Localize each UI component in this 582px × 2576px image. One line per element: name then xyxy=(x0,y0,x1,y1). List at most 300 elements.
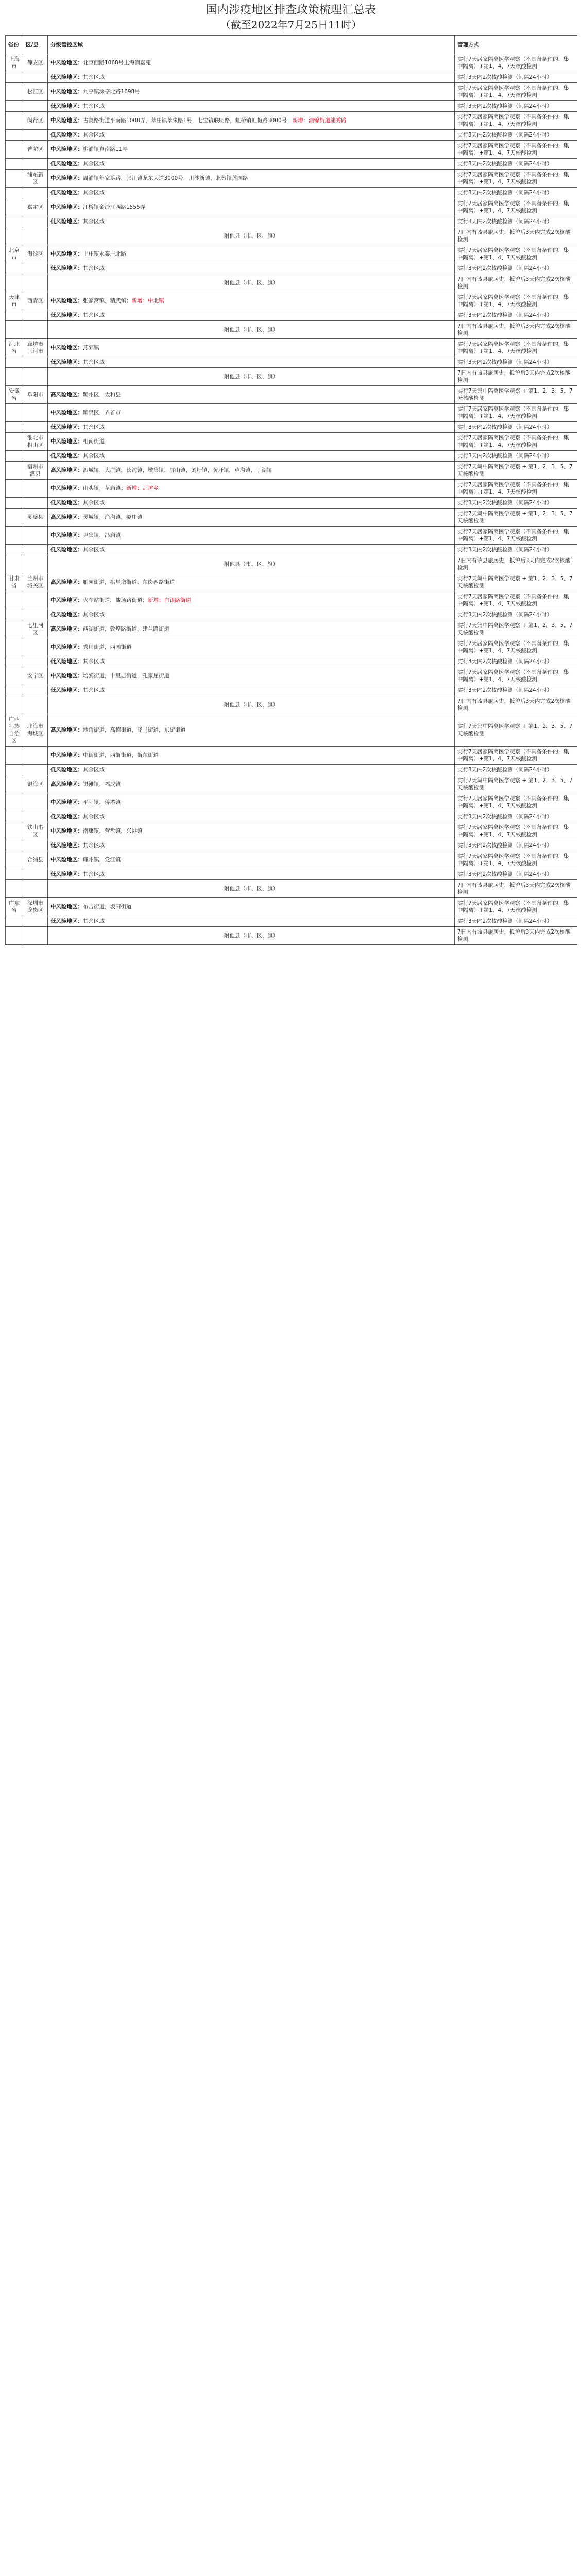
district-cell xyxy=(23,775,48,793)
table-row xyxy=(6,245,577,263)
district-name: 七里河区 xyxy=(27,622,44,636)
mgmt-cell: 实行7天集中隔离医学观察 + 第1、2、3、5、7天核酸检测 xyxy=(455,573,577,591)
risk-level-label: 中风险地区： xyxy=(50,60,83,66)
table-row xyxy=(6,840,577,851)
province-cell xyxy=(6,811,23,822)
province-cell xyxy=(6,159,23,170)
other-county-note: 附他县（市、区、旗） xyxy=(48,274,455,292)
area-text: 其余区域 xyxy=(83,74,105,80)
area-text: 其余区域 xyxy=(83,190,105,196)
page-title: 国内涉疫地区排查政策梳理汇总表 xyxy=(206,4,376,16)
mgmt-cell: 实行3天内2次核酸检测（间隔24小时） xyxy=(455,357,577,368)
other-county-note: 附他县（市、区、旗） xyxy=(48,927,455,945)
area-text: 其余区域 xyxy=(83,658,105,665)
table-row xyxy=(6,591,577,609)
table-row xyxy=(6,451,577,462)
district-cell xyxy=(23,765,48,775)
area-text: 山头镇，草庙镇 xyxy=(83,485,121,492)
title-block xyxy=(0,0,582,35)
province-cell xyxy=(6,83,23,101)
district-cell xyxy=(23,368,48,386)
table-row xyxy=(6,480,577,498)
district-cell xyxy=(23,498,48,509)
area-text: 布吉街道，坂田街道 xyxy=(83,904,132,910)
mgmt-cell: 7日内有该县旅居史，抵沪后3天内完成2次核酸检测 xyxy=(455,696,577,714)
mgmt-cell: 实行3天内2次核酸检测（间隔24小时） xyxy=(455,263,577,274)
district-cell xyxy=(23,685,48,696)
mgmt-cell: 实行3天内2次核酸检测（间隔24小时） xyxy=(455,72,577,83)
risk-level-label: 低风险地区： xyxy=(50,918,83,924)
table-row xyxy=(6,321,577,339)
risk-level-label: 中风险地区： xyxy=(50,410,83,416)
mgmt-cell: 实行3天内2次核酸检测（间隔24小时） xyxy=(455,609,577,620)
district-cell xyxy=(23,480,48,498)
area-cell xyxy=(48,386,455,404)
province-cell xyxy=(6,869,23,880)
district-cell xyxy=(23,130,48,141)
district-cell xyxy=(23,638,48,656)
mgmt-cell: 实行7天居家隔离医学观察（不具备条件的，集中隔离）+第1、4、7天核酸检测 xyxy=(455,339,577,357)
mgmt-cell: 实行7天集中隔离医学观察 + 第1、2、3、5、7天核酸检测 xyxy=(455,509,577,527)
area-text: 地角街道，高德街道，驿马街道，东街街道 xyxy=(83,727,186,733)
area-text: 其余区域 xyxy=(83,132,105,138)
district-cell xyxy=(23,714,48,747)
province-cell xyxy=(6,480,23,498)
table-row xyxy=(6,339,577,357)
risk-level-label: 中风险地区： xyxy=(50,597,83,603)
table-row xyxy=(6,498,577,509)
area-text: 其余区域 xyxy=(83,218,105,225)
mgmt-cell: 实行3天内2次核酸检测（间隔24小时） xyxy=(455,451,577,462)
table-row xyxy=(6,916,577,927)
area-cell xyxy=(48,775,455,793)
district-cell xyxy=(23,339,48,357)
area-text: 其余区域 xyxy=(83,871,105,877)
area-cell xyxy=(48,685,455,696)
area-text: 周浦镇年家浜路，张江镇龙东大道3000号，川沙新镇，北蔡镇莲园路 xyxy=(83,175,248,181)
district-name: 灵璧县 xyxy=(27,514,44,520)
mgmt-cell: 7日内有该县旅居史，抵沪后3天内完成2次核酸检测 xyxy=(455,555,577,573)
area-cell xyxy=(48,310,455,321)
risk-level-label: 低风险地区： xyxy=(50,161,83,167)
district-cell xyxy=(23,667,48,685)
district-name: 海淀区 xyxy=(27,251,44,257)
district-name: 嘉定区 xyxy=(27,204,44,210)
mgmt-cell: 实行7天居家隔离医学观察（不具备条件的，集中隔离）+第1、4、7天核酸检测 xyxy=(455,747,577,765)
table-row xyxy=(6,368,577,386)
district-name: 银海区 xyxy=(27,781,44,787)
other-county-note: 附他县（市、区、旗） xyxy=(48,227,455,245)
area-cell xyxy=(48,72,455,83)
province-cell xyxy=(6,274,23,292)
area-text: 其余区域 xyxy=(83,161,105,167)
risk-level-label: 中风险地区： xyxy=(50,904,83,910)
area-cell xyxy=(48,545,455,555)
mgmt-cell: 实行7天居家隔离医学观察（不具备条件的，集中隔离）+第1、4、7天核酸检测 xyxy=(455,591,577,609)
mgmt-cell: 实行7天居家隔离医学观察（不具备条件的，集中隔离）+第1、4、7天核酸检测 xyxy=(455,170,577,188)
risk-level-label: 低风险地区： xyxy=(50,547,83,553)
area-cell xyxy=(48,54,455,72)
district-cell xyxy=(23,869,48,880)
area-cell xyxy=(48,433,455,451)
area-cell: 中风险地区：古美路街道平南路1008弄，莘庄镇莘朱路1号，七宝镇联明路，虹桥镇虹梅路3000号；新增：浦锦街道浦秀路 xyxy=(48,112,455,130)
risk-level-label: 中风险地区： xyxy=(50,799,83,805)
province-cell xyxy=(6,321,23,339)
province-cell xyxy=(6,775,23,793)
col-header-area: 分级管控区域 xyxy=(48,36,455,54)
table-row xyxy=(6,198,577,216)
area-text: 其余区域 xyxy=(83,767,105,773)
risk-level-label: 低风险地区： xyxy=(50,453,83,459)
risk-level-label: 高风险地区： xyxy=(50,579,83,585)
mgmt-cell: 实行3天内2次核酸检测（间隔24小时） xyxy=(455,656,577,667)
risk-level-label: 中风险地区： xyxy=(50,204,83,210)
mgmt-cell: 实行7天居家隔离医学观察（不具备条件的，集中隔离）+第1、4、7天核酸检测 xyxy=(455,245,577,263)
area-cell xyxy=(48,498,455,509)
area-cell xyxy=(48,509,455,527)
risk-level-label: 高风险地区： xyxy=(50,467,83,473)
risk-level-label: 中风险地区： xyxy=(50,298,83,304)
table-row xyxy=(6,54,577,72)
district-name: 静安区 xyxy=(27,60,44,66)
province-cell xyxy=(6,141,23,159)
table-row xyxy=(6,555,577,573)
risk-level-label: 高风险地区： xyxy=(50,781,83,787)
risk-level-label: 中风险地区： xyxy=(50,673,83,679)
mgmt-cell: 7日内有该县旅居史，抵沪后3天内完成2次核酸检测 xyxy=(455,880,577,898)
district-name: 浦东新区 xyxy=(27,172,44,185)
risk-level-label: 高风险地区： xyxy=(50,514,83,520)
province-cell xyxy=(6,227,23,245)
province-cell: 安徽省 xyxy=(6,386,23,404)
district-cell xyxy=(23,386,48,404)
table-row xyxy=(6,101,577,112)
province-cell xyxy=(6,130,23,141)
province-cell xyxy=(6,685,23,696)
area-cell xyxy=(48,714,455,747)
risk-level-label: 中风险地区： xyxy=(50,89,83,95)
table-row xyxy=(6,822,577,840)
table-row xyxy=(6,130,577,141)
risk-level-label: 中风险地区： xyxy=(50,345,83,351)
province-cell xyxy=(6,498,23,509)
risk-level-label: 中风险地区： xyxy=(50,146,83,152)
table-header-row xyxy=(6,36,577,54)
risk-level-label: 低风险地区： xyxy=(50,500,83,506)
mgmt-cell: 实行3天内2次核酸检测（间隔24小时） xyxy=(455,101,577,112)
district-name: 三河市 xyxy=(27,348,44,354)
table-row xyxy=(6,869,577,880)
province-cell xyxy=(6,433,23,451)
province-cell xyxy=(6,170,23,188)
mgmt-cell: 实行3天内2次核酸检测（间隔24小时） xyxy=(455,765,577,775)
mgmt-cell: 实行3天内2次核酸检测（间隔24小时） xyxy=(455,422,577,433)
district-cell xyxy=(23,927,48,945)
mgmt-cell: 7日内有该县旅居史，抵沪后3天内完成2次核酸检测 xyxy=(455,368,577,386)
province-cell xyxy=(6,696,23,714)
table-row xyxy=(6,638,577,656)
area-text: 南康镇，营盘镇，兴港镇 xyxy=(83,828,143,834)
table-row xyxy=(6,696,577,714)
province-cell xyxy=(6,545,23,555)
mgmt-cell: 实行3天内2次核酸检测（间隔24小时） xyxy=(455,685,577,696)
area-cell xyxy=(48,822,455,840)
area-cell xyxy=(48,793,455,811)
district-name: 闵行区 xyxy=(27,117,44,124)
province-cell xyxy=(6,112,23,130)
mgmt-cell: 实行7天居家隔离医学观察（不具备条件的，集中隔离）+第1、4、7天核酸检测 xyxy=(455,433,577,451)
risk-level-label: 中风险地区： xyxy=(50,532,83,538)
risk-level-label: 低风险地区： xyxy=(50,265,83,272)
district-cell xyxy=(23,112,48,130)
mgmt-cell: 实行7天居家隔离医学观察（不具备条件的，集中隔离）+第1、4、7天核酸检测 xyxy=(455,667,577,685)
district-cell xyxy=(23,451,48,462)
district-cell xyxy=(23,509,48,527)
district-cell xyxy=(23,609,48,620)
district-cell xyxy=(23,170,48,188)
district-cell xyxy=(23,591,48,609)
district-cell xyxy=(23,851,48,869)
table-row xyxy=(6,433,577,451)
risk-level-label: 低风险地区： xyxy=(50,74,83,80)
district-cell xyxy=(23,54,48,72)
province-cell xyxy=(6,638,23,656)
risk-level-label: 低风险地区： xyxy=(50,132,83,138)
risk-level-label: 低风险地区： xyxy=(50,103,83,109)
risk-level-label: 低风险地区： xyxy=(50,359,83,365)
mgmt-cell: 实行3天内2次核酸检测（间隔24小时） xyxy=(455,498,577,509)
area-text: 泗城镇，大庄镇，长沟镇，墩集镇，屏山镇，刘圩镇，黄圩镇，草沟镇，丁湖镇 xyxy=(83,467,272,473)
district-name: 海城区 xyxy=(27,731,44,737)
table-body xyxy=(6,54,577,945)
table-row xyxy=(6,667,577,685)
table-row xyxy=(6,927,577,945)
area-cell xyxy=(48,339,455,357)
area-cell xyxy=(48,101,455,112)
province-cell xyxy=(6,851,23,869)
risk-level-label: 中风险地区： xyxy=(50,752,83,758)
risk-level-label: 高风险地区： xyxy=(50,392,83,398)
province-cell xyxy=(6,462,23,480)
province-cell: 上海市 xyxy=(6,54,23,72)
city-name: 廊坊市 xyxy=(27,341,44,347)
province-cell xyxy=(6,101,23,112)
mgmt-cell: 实行7天居家隔离医学观察（不具备条件的，集中隔离）+第1、4、7天核酸检测 xyxy=(455,404,577,422)
district-cell xyxy=(23,747,48,765)
policy-table xyxy=(5,35,577,945)
table-row xyxy=(6,263,577,274)
district-cell xyxy=(23,188,48,198)
risk-level-label: 低风险地区： xyxy=(50,814,83,820)
area-cell xyxy=(48,422,455,433)
mgmt-cell: 实行3天内2次核酸检测（间隔24小时） xyxy=(455,130,577,141)
table-row xyxy=(6,159,577,170)
table-row xyxy=(6,545,577,555)
area-cell xyxy=(48,811,455,822)
mgmt-cell: 实行7天居家隔离医学观察（不具备条件的，集中隔离）+第1、4、7天核酸检测 xyxy=(455,292,577,310)
table-row xyxy=(6,404,577,422)
area-cell xyxy=(48,188,455,198)
area-text: 九亭镇涞亭北路1698号 xyxy=(83,89,140,95)
province-cell xyxy=(6,368,23,386)
risk-level-label: 低风险地区： xyxy=(50,767,83,773)
area-text: 其余区域 xyxy=(83,500,105,506)
area-text: 中街街道，西街街道，街东街道 xyxy=(83,752,159,758)
district-cell xyxy=(23,357,48,368)
area-cell: 中风险地区：火车站街道，盐场路街道；新增：白银路街道 xyxy=(48,591,455,609)
area-text: 桃浦镇真南路11弄 xyxy=(83,146,128,152)
area-cell xyxy=(48,747,455,765)
area-text: 其余区域 xyxy=(83,453,105,459)
province-cell xyxy=(6,591,23,609)
area-cell: 中风险地区：山头镇，草庙镇；新增：瓦坊乡 xyxy=(48,480,455,498)
area-cell xyxy=(48,263,455,274)
mgmt-cell: 7日内有该县旅居史，抵沪后3天内完成2次核酸检测 xyxy=(455,321,577,339)
province-cell: 广西壮族自治区 xyxy=(6,714,23,747)
province-cell xyxy=(6,357,23,368)
district-cell xyxy=(23,83,48,101)
area-cell xyxy=(48,916,455,927)
district-name: 西青区 xyxy=(27,298,44,304)
risk-level-label: 低风险地区： xyxy=(50,658,83,665)
other-county-note: 附他县（市、区、旗） xyxy=(48,555,455,573)
area-text: 燕郊镇 xyxy=(83,345,99,351)
area-text: 其余区域 xyxy=(83,359,105,365)
district-cell xyxy=(23,321,48,339)
new-area-text: 新增：瓦坊乡 xyxy=(126,485,159,492)
province-cell xyxy=(6,263,23,274)
area-text: 其余区域 xyxy=(83,687,105,693)
district-name: 合浦县 xyxy=(27,857,44,863)
mgmt-cell: 7日内有该县旅居史，抵沪后3天内完成2次核酸检测 xyxy=(455,227,577,245)
risk-level-label: 低风险地区： xyxy=(50,312,83,318)
page-subtitle: （截至2022年7月25日11时） xyxy=(220,19,362,31)
mgmt-cell: 实行3天内2次核酸检测（间隔24小时） xyxy=(455,916,577,927)
mgmt-cell: 实行7天居家隔离医学观察（不具备条件的，集中隔离）+第1、4、7天核酸检测 xyxy=(455,527,577,545)
risk-level-label: 中风险地区： xyxy=(50,251,83,257)
table-row xyxy=(6,357,577,368)
district-cell xyxy=(23,404,48,422)
table-row xyxy=(6,386,577,404)
district-cell xyxy=(23,656,48,667)
province-cell xyxy=(6,667,23,685)
area-text: 灵城镇，渔沟镇，娄庄镇 xyxy=(83,514,143,520)
province-cell xyxy=(6,822,23,840)
risk-level-label: 低风险地区： xyxy=(50,687,83,693)
district-cell xyxy=(23,159,48,170)
mgmt-cell: 实行7天集中隔离医学观察 + 第1、2、3、5、7天核酸检测 xyxy=(455,462,577,480)
mgmt-cell: 实行3天内2次核酸检测（间隔24小时） xyxy=(455,869,577,880)
mgmt-cell: 实行7天居家隔离医学观察（不具备条件的，集中隔离）+第1、4、7天核酸检测 xyxy=(455,851,577,869)
district-cell xyxy=(23,822,48,840)
table-row xyxy=(6,573,577,591)
area-text: 其余区域 xyxy=(83,814,105,820)
district-cell xyxy=(23,274,48,292)
mgmt-cell: 实行3天内2次核酸检测（间隔24小时） xyxy=(455,840,577,851)
other-county-note: 附他县（市、区、旗） xyxy=(48,368,455,386)
table-row xyxy=(6,310,577,321)
city-name: 阜阳市 xyxy=(27,392,44,398)
district-cell xyxy=(23,555,48,573)
col-header-province: 省份 xyxy=(6,36,23,54)
city-name: 兰州市 xyxy=(27,575,44,582)
table-row xyxy=(6,898,577,916)
mgmt-cell: 实行7天居家隔离医学观察（不具备条件的，集中隔离）+第1、4、7天核酸检测 xyxy=(455,822,577,840)
mgmt-cell: 实行7天居家隔离医学观察（不具备条件的，集中隔离）+第1、4、7天核酸检测 xyxy=(455,793,577,811)
table-row xyxy=(6,462,577,480)
area-text: 其余区域 xyxy=(83,424,105,430)
table-row xyxy=(6,851,577,869)
area-cell xyxy=(48,573,455,591)
area-cell xyxy=(48,83,455,101)
province-cell xyxy=(6,747,23,765)
district-cell xyxy=(23,72,48,83)
area-cell xyxy=(48,198,455,216)
table-row xyxy=(6,656,577,667)
new-area-text: 新增：白银路街道 xyxy=(148,597,191,603)
province-cell: 甘肃省 xyxy=(6,573,23,591)
mgmt-cell: 实行7天居家隔离医学观察（不具备条件的，集中隔离）+第1、4、7天核酸检测 xyxy=(455,480,577,498)
area-cell xyxy=(48,130,455,141)
table-row xyxy=(6,274,577,292)
risk-level-label: 中风险地区： xyxy=(50,117,83,124)
table-row xyxy=(6,292,577,310)
mgmt-cell: 7日内有该县旅居史，抵沪后3天内完成2次核酸检测 xyxy=(455,927,577,945)
table-row xyxy=(6,422,577,433)
district-cell xyxy=(23,573,48,591)
district-name: 泗县 xyxy=(30,471,41,477)
mgmt-cell: 实行7天居家隔离医学观察（不具备条件的，集中隔离）+第1、4、7天核酸检测 xyxy=(455,638,577,656)
table-row xyxy=(6,880,577,898)
other-county-note: 附他县（市、区、旗） xyxy=(48,696,455,714)
mgmt-cell: 实行7天集中隔离医学观察 + 第1、2、3、5、7天核酸检测 xyxy=(455,714,577,747)
area-cell xyxy=(48,462,455,480)
area-cell xyxy=(48,638,455,656)
risk-level-label: 高风险地区： xyxy=(50,626,83,632)
district-cell xyxy=(23,292,48,310)
city-name: 深圳市 xyxy=(27,900,44,906)
col-header-district: 区/县 xyxy=(23,36,48,54)
mgmt-cell: 实行3天内2次核酸检测（间隔24小时） xyxy=(455,545,577,555)
district-cell xyxy=(23,527,48,545)
new-area-text: 新增：中北镇 xyxy=(131,298,164,304)
district-cell xyxy=(23,198,48,216)
table-row xyxy=(6,765,577,775)
area-text: 其余区域 xyxy=(83,918,105,924)
district-cell xyxy=(23,422,48,433)
mgmt-cell: 实行7天居家隔离医学观察（不具备条件的，集中隔离）+第1、4、7天核酸检测 xyxy=(455,198,577,216)
district-cell xyxy=(23,793,48,811)
district-name: 城关区 xyxy=(27,583,44,589)
city-name: 宿州市 xyxy=(27,464,44,470)
risk-level-label: 低风险地区： xyxy=(50,842,83,849)
district-cell xyxy=(23,840,48,851)
mgmt-cell: 实行7天居家隔离医学观察（不具备条件的，集中隔离）+第1、4、7天核酸检测 xyxy=(455,141,577,159)
risk-level-label: 中风险地区： xyxy=(50,438,83,445)
district-cell xyxy=(23,916,48,927)
col-header-mgmt: 管理方式 xyxy=(455,36,577,54)
table-row xyxy=(6,747,577,765)
district-cell xyxy=(23,101,48,112)
table-row xyxy=(6,811,577,822)
area-cell xyxy=(48,765,455,775)
province-cell xyxy=(6,216,23,227)
area-cell xyxy=(48,840,455,851)
other-county-note: 附他县（市、区、旗） xyxy=(48,880,455,898)
area-text: 银滩镇，福成镇 xyxy=(83,781,121,787)
district-cell xyxy=(23,462,48,480)
district-name: 松江区 xyxy=(27,89,44,95)
